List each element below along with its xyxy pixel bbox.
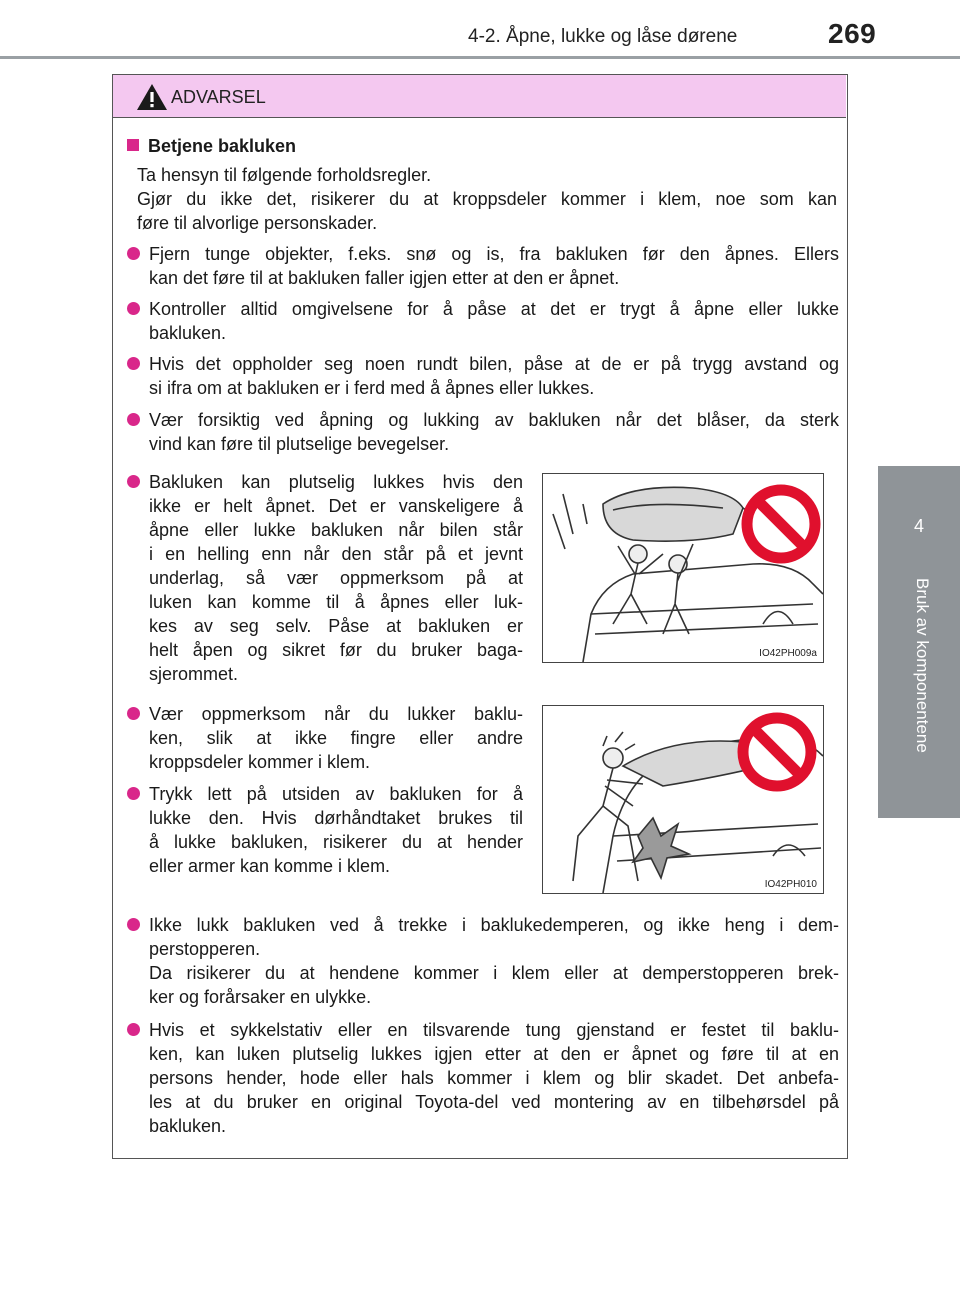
warning-triangle-icon	[135, 82, 169, 112]
chapter-number: 4	[913, 516, 924, 536]
bullet-dot-icon	[127, 918, 140, 931]
figure-code: IO42PH009a	[759, 648, 817, 659]
heading-square-icon	[127, 139, 139, 151]
bullet-text: Hvis et sykkelstativ eller en tilsvarende tung gjenstand er festet til baklu- ken, kan luken plutselig lukkes igjen etter at den er åpnet og føre til at en persons hender, hode eller hals kommer i klem og blir skadet. Det anbefa- les at du bruker en original Toyota-del ved montering av en tilbehørsdel på bakluken.	[149, 1020, 839, 1136]
prohibition-sign-icon	[747, 490, 815, 558]
bullet-text: Ikke lukk bakluken ved å trekke i baklukedemperen, og ikke heng i dem- perstopperen. Da risikerer du at hendene kommer i klem eller at demperstopperen brek- ker og forårsaker en ulykke.	[149, 915, 839, 1007]
bullet-dot-icon	[127, 413, 140, 426]
warning-label: ADVARSEL	[171, 87, 266, 107]
intro-line: Ta hensyn til følgende forholdsregler.	[137, 165, 432, 185]
bullet-item	[127, 702, 523, 774]
header-rule	[0, 56, 960, 59]
bullet-dot-icon	[127, 302, 140, 315]
chapter-side-tab	[878, 466, 960, 818]
page-number: 269	[828, 18, 877, 49]
bullet-text: Fjern tunge objekter, f.eks. snø og is, fra bakluken før den åpnes. Ellers kan det føre til at bakluken faller igjen etter at den er åpnet.	[149, 244, 839, 288]
section-title: 4-2. Åpne, lukke og låse dørene	[468, 26, 738, 47]
warning-box	[112, 74, 848, 1159]
prohibition-sign-icon	[743, 718, 811, 786]
chapter-title: Bruk av komponentene	[913, 578, 932, 753]
bullet-item	[127, 913, 839, 1009]
bullet-item	[127, 470, 523, 686]
sub-heading	[127, 136, 296, 157]
bullet-dot-icon	[127, 707, 140, 720]
bullet-dot-icon	[127, 247, 140, 260]
page-header	[0, 0, 960, 62]
bullet-text: Vær oppmerksom når du lukker baklu- ken, slik at ikke fingre eller andre kroppsdeler kommer i klem.	[149, 704, 523, 772]
bullet-item	[127, 782, 523, 878]
bullet-text: Vær forsiktig ved åpning og lukking av bakluken når det blåser, da sterk vind kan føre til plutselige bevegelser.	[149, 410, 839, 454]
figure-tailgate-pinch	[542, 705, 824, 894]
warning-header	[113, 75, 846, 118]
bullet-item	[127, 242, 839, 290]
bullet-item	[127, 297, 839, 345]
bullet-text: Kontroller alltid omgivelsene for å påse at det er trygt å åpne eller lukke bakluken.	[149, 299, 839, 343]
intro-line: føre til alvorlige personskader.	[137, 213, 378, 233]
bullet-item	[127, 408, 839, 456]
bullet-text: Hvis det oppholder seg noen rundt bilen, påse at de er på trygg avstand og si ifra om at bakluken er i ferd med å åpnes eller lukkes.	[149, 354, 839, 398]
car-tailgate-illustration	[543, 474, 823, 662]
figure-tailgate-closing	[542, 473, 824, 663]
bullet-dot-icon	[127, 357, 140, 370]
bullet-dot-icon	[127, 787, 140, 800]
car-tailgate-pinch-illustration	[543, 706, 823, 893]
bullet-dot-icon	[127, 475, 140, 488]
bullet-dot-icon	[127, 1023, 140, 1036]
bullet-item	[127, 352, 839, 400]
bullet-item	[127, 1018, 839, 1138]
sub-heading-text: Betjene bakluken	[148, 136, 297, 156]
bullet-text: Bakluken kan plutselig lukkes hvis den ikke er helt åpnet. Det er vanskeligere å åpne eller lukke bakluken når bilen står i en helling enn når den står på et jevnt underlag, så vær oppmerksom på at luken kan komme til å åpnes eller luk- kes av seg selv. Påse at bakluken er helt åpen og sikret før du bruker baga- sjerommet.	[149, 472, 523, 684]
intro-text	[137, 163, 837, 235]
figure-code: IO42PH010	[764, 879, 817, 890]
intro-line: Gjør du ikke det, risikerer du at kroppsdeler kommer i klem, noe som kan	[137, 189, 837, 209]
bullet-text: Trykk lett på utsiden av bakluken for å lukke den. Hvis dørhåndtaket brukes til å lukke bakluken, risikerer du at hender eller armer kan komme i klem.	[149, 784, 523, 876]
